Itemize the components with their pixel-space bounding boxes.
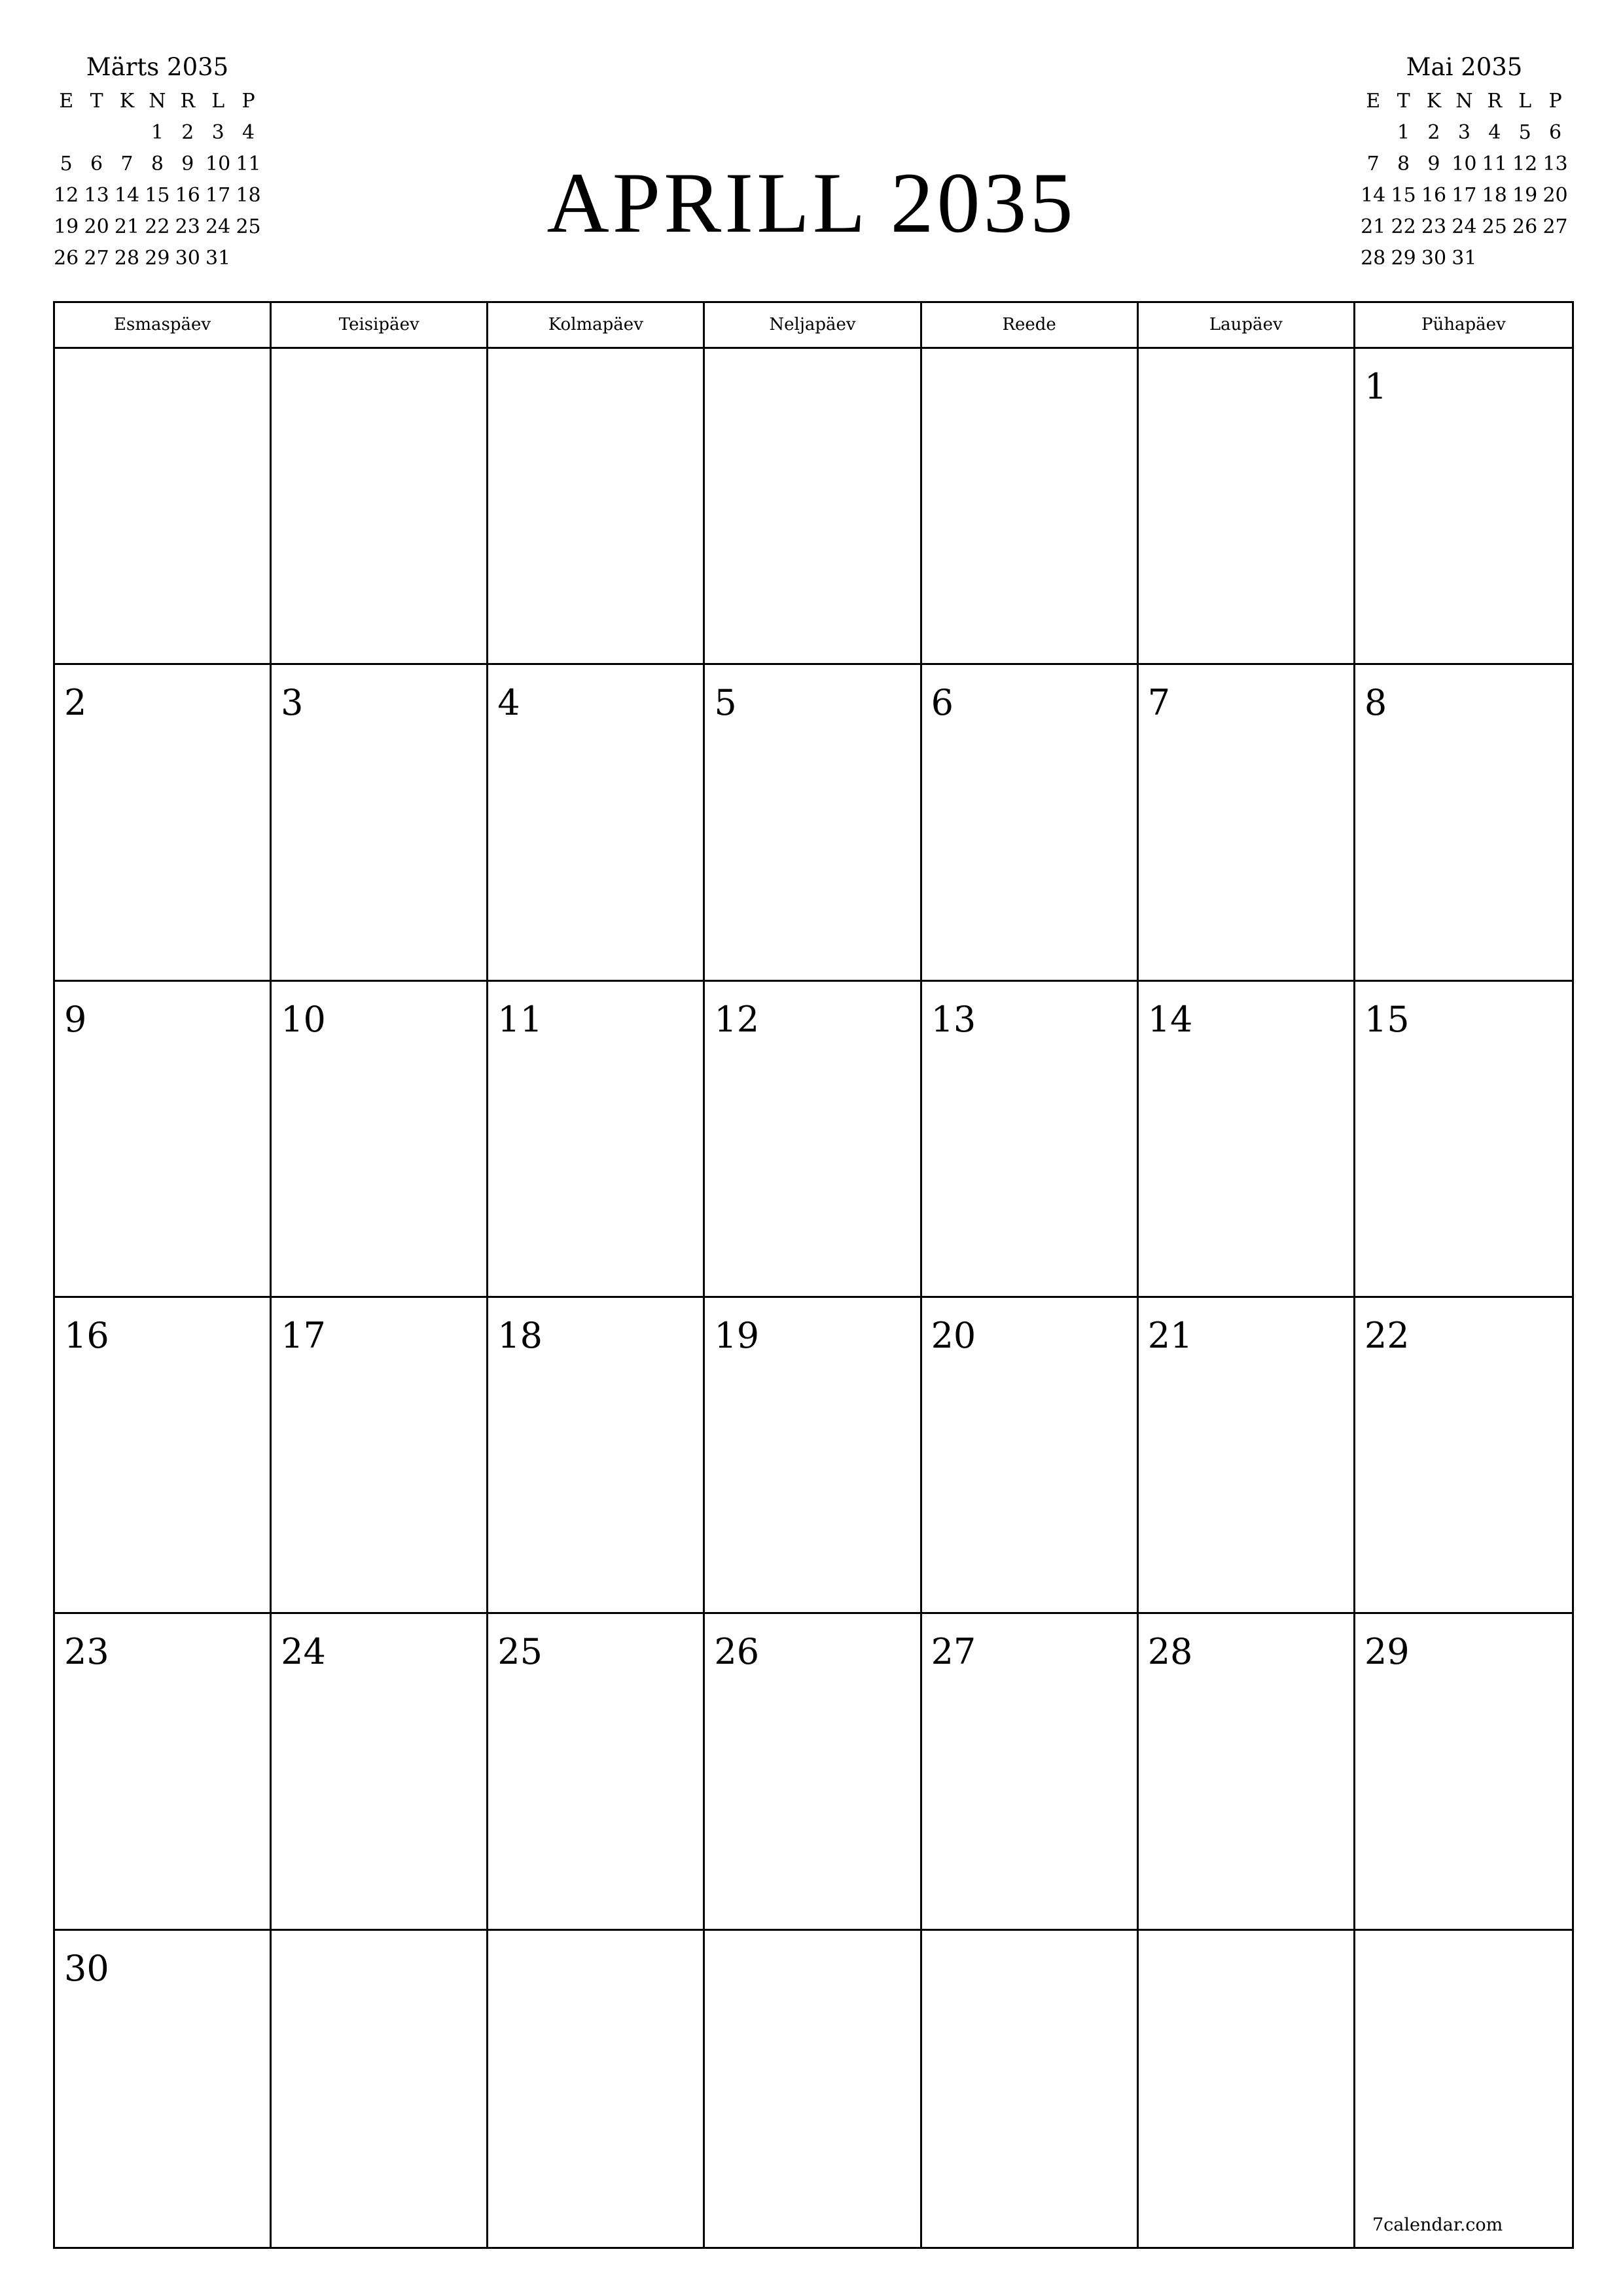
day-cell (922, 349, 1139, 665)
day-cell (705, 1931, 921, 2247)
day-cell (488, 982, 705, 1298)
mini-day: 21 (1361, 215, 1386, 238)
day-number: 2 (64, 682, 87, 724)
mini-day: 7 (120, 152, 134, 175)
day-cell (1139, 665, 1355, 981)
day-number: 16 (64, 1315, 109, 1356)
mini-day: 12 (1512, 152, 1538, 175)
day-number: 26 (714, 1631, 760, 1673)
mini-day: 31 (1452, 247, 1477, 270)
mini-day: 20 (84, 215, 109, 238)
day-cell (55, 1298, 272, 1614)
day-cell (1355, 665, 1572, 981)
day-cell (922, 982, 1139, 1298)
day-number: 15 (1364, 998, 1410, 1040)
day-cell (1139, 1298, 1355, 1614)
day-cell (272, 665, 488, 981)
mini-day: 10 (1452, 152, 1477, 175)
mini-day: 25 (236, 215, 261, 238)
day-cell (705, 1614, 921, 1930)
day-number: 1 (1364, 366, 1387, 407)
mini-weekday-letter: L (211, 90, 225, 113)
mini-calendar-title: Mai 2035 (1406, 53, 1523, 81)
mini-day: 26 (1512, 215, 1538, 238)
day-cell (1355, 982, 1572, 1298)
mini-day (51, 117, 81, 149)
mini-day: 17 (205, 184, 231, 207)
mini-day: 3 (1457, 121, 1471, 144)
mini-weekday-letter: P (241, 90, 255, 113)
mini-weekday-letter: E (59, 90, 74, 113)
mini-day: 22 (145, 215, 170, 238)
day-cell (488, 349, 705, 665)
mini-weekday-letter: K (119, 90, 135, 113)
day-number: 19 (714, 1315, 760, 1356)
mini-weekday-letter: T (90, 90, 103, 113)
day-cell (1355, 1931, 1572, 2247)
mini-day: 2 (181, 121, 194, 144)
day-number: 17 (281, 1315, 326, 1356)
footer-website-link[interactable]: 7calendar.com (1372, 2215, 1503, 2235)
mini-weekday-row (51, 86, 264, 117)
day-number: 30 (64, 1947, 109, 1989)
mini-day: 22 (1391, 215, 1416, 238)
day-number: 9 (64, 998, 87, 1040)
day-cell (1355, 1298, 1572, 1614)
day-cell (55, 1931, 272, 2247)
weekday-header: Kolmapäev (488, 303, 705, 349)
mini-day: 6 (1548, 121, 1562, 144)
mini-weekday-letter: R (180, 90, 196, 113)
mini-day (81, 117, 111, 149)
mini-day: 29 (1391, 247, 1416, 270)
day-cell (55, 982, 272, 1298)
day-cell (705, 1298, 921, 1614)
mini-day: 13 (84, 184, 109, 207)
day-number: 7 (1147, 682, 1171, 724)
day-cell (1355, 1614, 1572, 1930)
mini-day: 8 (151, 152, 164, 175)
weekday-header: Neljapäev (705, 303, 921, 349)
mini-day: 11 (1482, 152, 1507, 175)
weekday-header: Esmaspäev (55, 303, 272, 349)
mini-day: 5 (60, 152, 73, 175)
day-cell (272, 1298, 488, 1614)
mini-day: 30 (1421, 247, 1447, 270)
mini-day: 20 (1543, 184, 1568, 207)
day-cell (55, 349, 272, 665)
day-cell (705, 665, 921, 981)
mini-day: 1 (1397, 121, 1410, 144)
day-cell (272, 1931, 488, 2247)
day-number: 29 (1364, 1631, 1410, 1673)
mini-weekday-letter: N (1455, 90, 1473, 113)
mini-day: 27 (1543, 215, 1568, 238)
day-number: 22 (1364, 1315, 1410, 1356)
day-number: 20 (931, 1315, 976, 1356)
mini-day: 5 (1518, 121, 1531, 144)
mini-day: 15 (145, 184, 170, 207)
mini-day: 28 (1361, 247, 1386, 270)
mini-day: 6 (90, 152, 103, 175)
mini-day: 1 (151, 121, 164, 144)
day-cell (272, 1614, 488, 1930)
day-cell (55, 1614, 272, 1930)
weekday-header: Pühapäev (1355, 303, 1572, 349)
mini-weekday-letter: P (1548, 90, 1562, 113)
mini-day: 24 (205, 215, 231, 238)
day-cell (922, 1614, 1139, 1930)
weekday-header: Teisipäev (272, 303, 488, 349)
mini-day: 14 (114, 184, 140, 207)
day-cell (1139, 349, 1355, 665)
day-cell (488, 665, 705, 981)
mini-day: 3 (211, 121, 224, 144)
day-cell (272, 349, 488, 665)
mini-day: 15 (1391, 184, 1416, 207)
day-number: 4 (497, 682, 520, 724)
day-number: 21 (1147, 1315, 1193, 1356)
mini-weekday-letter: L (1518, 90, 1532, 113)
mini-day (112, 117, 142, 149)
mini-day: 4 (1488, 121, 1501, 144)
mini-weekday-letter: T (1397, 90, 1410, 113)
day-number: 11 (497, 998, 543, 1040)
mini-day: 23 (175, 215, 200, 238)
mini-day: 25 (1482, 215, 1507, 238)
day-cell (922, 665, 1139, 981)
day-cell (705, 349, 921, 665)
day-number: 25 (497, 1631, 543, 1673)
weekday-header: Reede (922, 303, 1139, 349)
mini-calendar-title: Märts 2035 (86, 53, 229, 81)
mini-day: 26 (54, 247, 79, 270)
mini-day: 24 (1452, 215, 1477, 238)
mini-day: 7 (1366, 152, 1380, 175)
mini-day: 18 (1482, 184, 1507, 207)
mini-day: 19 (1512, 184, 1538, 207)
mini-day: 4 (241, 121, 255, 144)
day-number: 12 (714, 998, 760, 1040)
day-number: 18 (497, 1315, 543, 1356)
mini-day: 9 (181, 152, 194, 175)
day-number: 27 (931, 1631, 976, 1673)
mini-day: 31 (205, 247, 231, 270)
month-title: APRILL 2035 (546, 154, 1077, 251)
weekday-header: Laupäev (1139, 303, 1355, 349)
mini-week-row (1358, 117, 1571, 149)
day-cell (488, 1298, 705, 1614)
mini-day (1358, 117, 1388, 149)
day-number: 24 (281, 1631, 326, 1673)
mini-day: 2 (1427, 121, 1440, 144)
day-number: 8 (1364, 682, 1387, 724)
mini-day: 8 (1397, 152, 1410, 175)
day-number: 5 (714, 682, 737, 724)
mini-day: 14 (1361, 184, 1386, 207)
calendar-grid (53, 301, 1574, 2249)
mini-day: 28 (114, 247, 140, 270)
day-cell (1355, 349, 1572, 665)
day-cell (272, 982, 488, 1298)
day-cell (922, 1298, 1139, 1614)
day-cell (705, 982, 921, 1298)
mini-weekday-letter: K (1426, 90, 1442, 113)
mini-weekday-row (1358, 86, 1571, 117)
mini-week-row (51, 117, 264, 149)
mini-day: 21 (114, 215, 140, 238)
mini-day: 30 (175, 247, 200, 270)
day-cell (55, 665, 272, 981)
day-number: 14 (1147, 998, 1193, 1040)
day-cell (488, 1614, 705, 1930)
day-number: 6 (931, 682, 954, 724)
mini-day: 9 (1427, 152, 1440, 175)
mini-day: 11 (236, 152, 261, 175)
day-number: 28 (1147, 1631, 1193, 1673)
mini-day: 17 (1452, 184, 1477, 207)
mini-day: 16 (1421, 184, 1447, 207)
day-number: 3 (281, 682, 304, 724)
day-number: 10 (281, 998, 326, 1040)
day-cell (922, 1931, 1139, 2247)
day-number: 13 (931, 998, 976, 1040)
mini-day: 23 (1421, 215, 1447, 238)
mini-day: 27 (84, 247, 109, 270)
mini-weekday-letter: E (1366, 90, 1381, 113)
mini-day: 18 (236, 184, 261, 207)
mini-day: 19 (54, 215, 79, 238)
mini-day: 29 (145, 247, 170, 270)
mini-day: 13 (1543, 152, 1568, 175)
mini-weekday-letter: R (1487, 90, 1503, 113)
day-cell (1139, 982, 1355, 1298)
day-cell (488, 1931, 705, 2247)
day-cell (1139, 1931, 1355, 2247)
mini-day: 12 (54, 184, 79, 207)
mini-day: 16 (175, 184, 200, 207)
mini-day: 10 (205, 152, 231, 175)
day-cell (1139, 1614, 1355, 1930)
day-number: 23 (64, 1631, 109, 1673)
mini-weekday-letter: N (149, 90, 166, 113)
